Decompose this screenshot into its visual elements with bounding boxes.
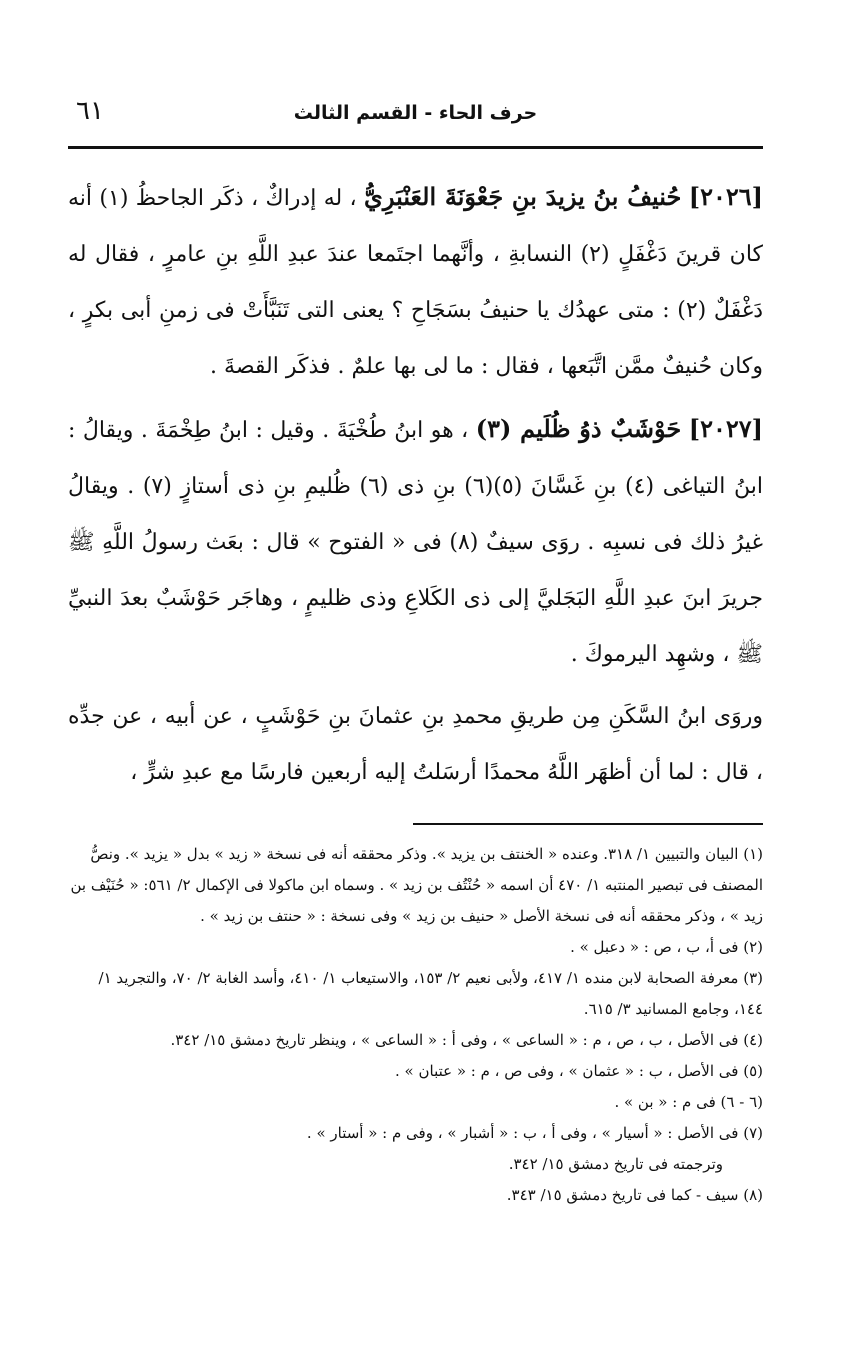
entry-2027: [68, 401, 763, 683]
entry-text: ، له إدراكٌ ، ذكَر الجاحظُ (١) أنه كان قرينَ دَغْفَلٍ (٢) النسابةِ ، وأنَّهما اجتَمعا عندَ عبدِ اللَّهِ بنِ عامرٍ ، فقال له دَغْفَلٌ (٢) : متى عهدُك يا حنيفُ بسَجَاحِ ؟ يعنى التى تَنَبَّأَتْ فى زمنِ أبى بكرٍ ، وكان حُنيفٌ ممَّن اتَّبَعها ، فقال : ما لى بها علمٌ . فذكَر القصةَ .: [68, 186, 764, 379]
entry-name: حَوْشَبٌ ذوُ ظُلَيم (٣): [475, 414, 682, 443]
main-text: [68, 169, 763, 801]
footnote-4: (٤) فى الأصل ، ب ، ص ، م : « الساعى » ، وفى أ : « الساعى » ، وينظر تاريخ دمشق ١٥/ ٣٤٢.: [170, 1031, 763, 1049]
page-header: [68, 96, 763, 136]
entry-number: [٢٠٢٦]: [688, 182, 764, 211]
continuation-paragraph: وروَى ابنُ السَّكَنِ مِن طريقِ محمدِ بنِ عثمانَ بنِ حَوْشَبٍ ، عن أبيه ، عن جدِّه ، قال : لما أن أظهَر اللَّهُ محمدًا أرسَلتُ إليه أربعين فارسًا مع عبدِ شرٍّ ،: [68, 704, 763, 785]
footnote-7-continued: وترجمته فى تاريخ دمشق ١٥/ ٣٤٢.: [508, 1155, 723, 1173]
footnote-2: (٢) فى أ، ب ، ص : « دعبل » .: [570, 938, 763, 956]
page-number: ٦١: [76, 96, 104, 126]
entry-name: حُنيفُ بنُ يزيدَ بنِ جَعْوَنَةَ العَنْبَرِيُّ: [364, 182, 682, 211]
book-page: [68, 96, 763, 1326]
footnote-7: (٧) فى الأصل : « أسيار » ، وفى أ ، ب : « أشبار » ، وفى م : « أستار » .: [306, 1124, 763, 1142]
entry-number: [٢٠٢٧]: [688, 414, 764, 443]
footnotes: [68, 839, 763, 1211]
footnote-rule: [413, 823, 763, 825]
footnote-8: (٨) سيف - كما فى تاريخ دمشق ١٥/ ٣٤٣.: [506, 1186, 763, 1204]
footnote-1: (١) البيان والتبيين ١/ ٣١٨. وعنده « الخنتف بن يزيد ». وذكر محققه أنه فى نسخة « زيد » بدل « يزيد ». ونصُّ المصنف فى تبصير المنتبه ١/ ٤٧٠ أن اسمه « حُنْتُف بن زيد » . وسماه ابن ماكولا فى الإكمال ٢/ ٥٦١: « حُنَيْف بن زيد » ، وذكر محققه أنه فى نسخة الأصل « حنيف بن زيد » وفى نسخة : « حنتف بن زيد » .: [70, 845, 763, 925]
header-rule: [68, 146, 763, 149]
running-title: حرف الحاء - القسم الثالث: [293, 102, 538, 124]
footnote-6: (٦ - ٦) فى م : « بن » .: [614, 1093, 763, 1111]
footnote-5: (٥) فى الأصل ، ب : « عثمان » ، وفى ص ، م : « عتبان » .: [395, 1062, 763, 1080]
entry-text: ، هو ابنُ طُخْيَةَ . وقيل : ابنُ طِخْمَةَ . ويقالُ : ابنُ التياغى (٤) بنِ غَسَّانَ (٥)(٦) بنِ ذى (٦) ظُليمِ بنِ ذى أستازٍ (٧) . ويقالُ غيرُ ذلك فى نسبِه . روَى سيفٌ (٨) فى « الفتوح » قال : بعَث رسولُ اللَّهِ ﷺ جريرَ ابنَ عبدِ اللَّهِ البَجَليَّ إلى ذى الكَلاعِ وذى ظليمٍ ، وهاجَر حَوْشَبٌ بعدَ النبيِّ ﷺ ، وشهِد اليرموكَ .: [68, 418, 763, 667]
entry-2026: [68, 169, 763, 395]
footnote-3: (٣) معرفة الصحابة لابن منده ١/ ٤١٧، ولأبى نعيم ٢/ ١٥٣، والاستيعاب ١/ ٤١٠، وأسد الغابة ٢/ ٧٠، والتجريد ١/ ١٤٤، وجامع المسانيد ٣/ ٦١٥.: [98, 969, 763, 1018]
